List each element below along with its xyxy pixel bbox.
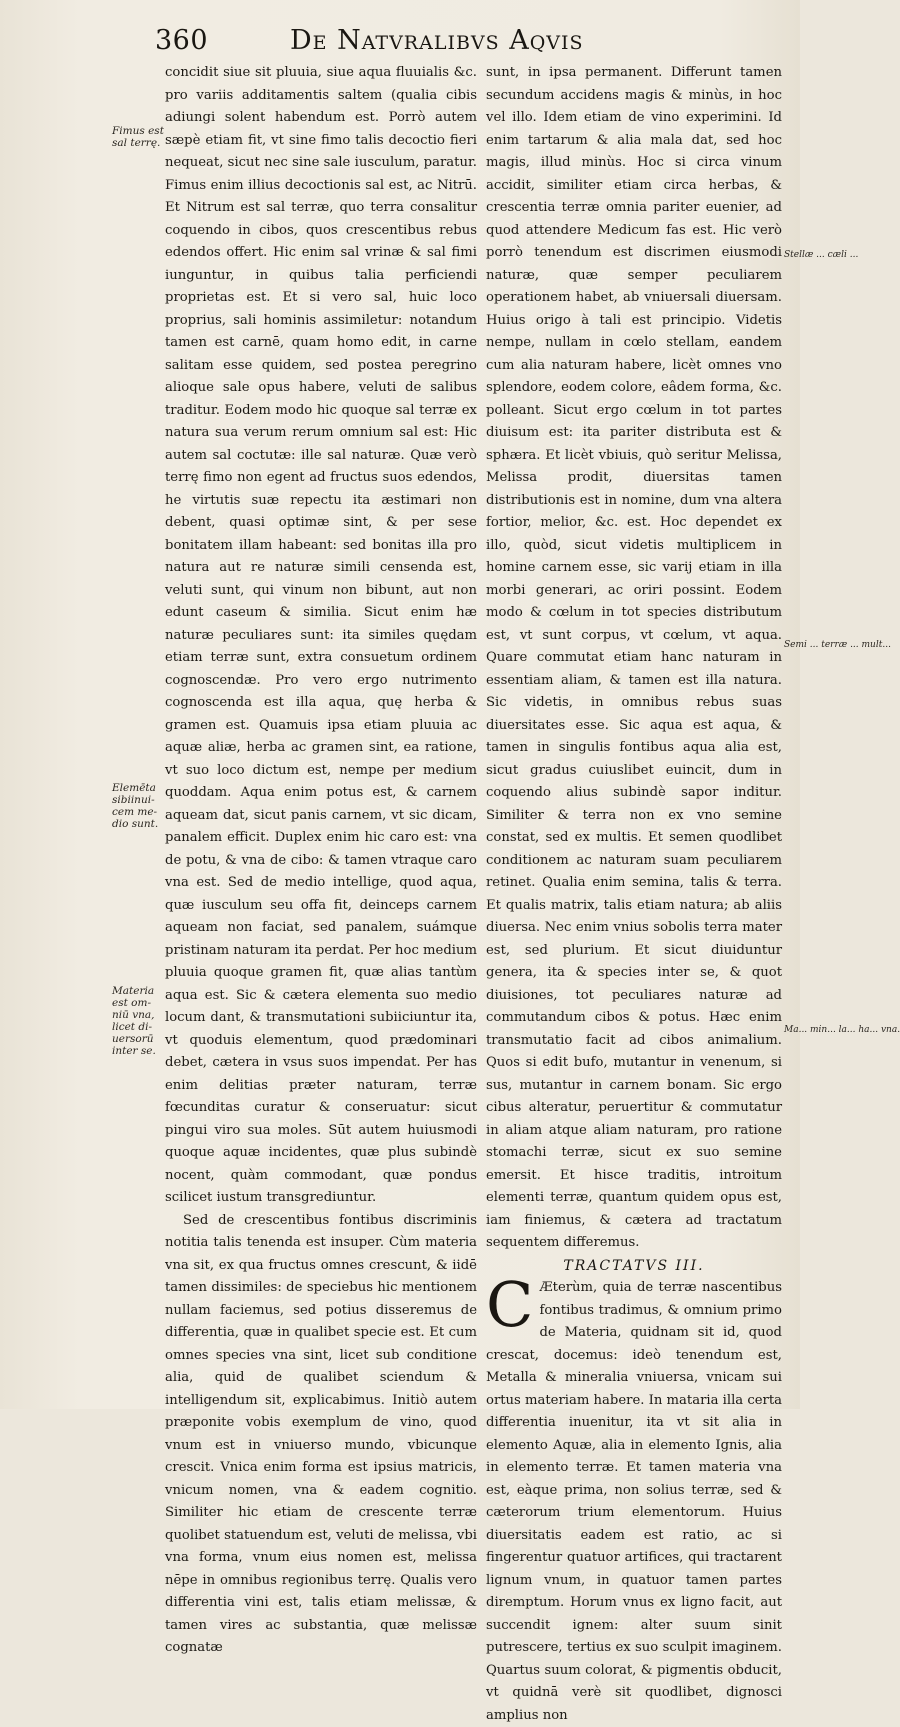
body-paragraph: sunt, in ipsa permanent. Differunt tamen secundum accidens magis & minùs, in hoc vel illo. Idem etiam de vino experimini. Id enim tartarum & alia mala dat, sed hoc magis, illud minùs. Hoc si circa vinum accidit, similiter etiam circa herbas, & crescentia terræ omnia pariter euenier, ad quod attendere Medicum fas est. Hic verò porrò tenendum est discrimen eiusmodi naturæ, quæ semper peculiarem operationem habet, ab vniuersali diuersam. Huius origo à tali est principio. Videtis nempe, nullam in cœlo stellam, eandem cum alia naturam habere, licèt omnes vno splendore, eodem colore, eâdem forma, &c. polleant. Sicut ergo cœlum in tot partes diuisum est: ita pariter distributa est & sphæra. Et licèt vbiuis, quò seritur Melissa, Melissa prodit, diuersitas tamen distributionis est in nomine, dum vna altera fortior, melior, &c. est. Hoc dependet ex illo, quòd, sicut videtis multiplicem in homine carnem esse, sic varij etiam in illa morbi generari, ac oriri possint. Eodem modo & cœlum in tot species distributum est, vt sunt corpus, vt cœlum, vt aqua. Quare commutat etiam hanc naturam in essentiam aliam, & tamen est illa natura. Sic videtis, in omnibus rebus suas diuersitates esse. Sic aqua est aqua, & tamen in singulis fontibus aqua alia est, sicut gradus cuiuslibet euincit, dum in coquendo alius subindè sapor inditur. Similiter & terra non ex vno semine constat, sed ex multis. Et semen quodlibet conditionem ac naturam suam peculiarem retinet. Qualia enim semina, talis & terra. Et qualis matrix, talis etiam natura; ab aliis diuersa. Nec enim vnius sobolis terra mater est, sed plurium. Et sicut diuiduntur genera, ita & species inter se, & quot diuisiones, tot peculiares naturæ ad commutandum cibos & potus. Hæc enim transmutatio facit ad cibos animalium. Quos si edit bufo, mutantur in venenum, si sus, mutantur in carnem bonam. Sic ergo cibus alteratur, peruertitur & commutatur in aliam atque aliam naturam, pro ratione stomachi terræ, sicut ex suo semine emersit. Et hisce traditis, introitum elementi terræ, quantum quidem opus est, iam finiemus, & cætera ad tractatum sequentem differemus.	[486, 65, 782, 1250]
marginal-note-materia-right: Ma... min... la... ha... vna.	[784, 1025, 900, 1035]
page-number: 360	[155, 25, 209, 56]
body-paragraph: concidit siue sit pluuia, siue aqua fluuialis &c. pro variis additamentis saltem (qualia cibis adiungi solent habendum est. Porrò autem sæpè etiam fit, vt sine fimo talis decoctio fieri nequeat, sicut nec sine sale iusculum, paratur. Fimus enim illius decoctionis sal est, ac Nitrū. Et Nitrum est sal terræ, quo terra consalitur coquendo in cibos, quos crescentibus rebus edendos offert. Hic enim sal vrinæ & sal fimi iunguntur, in quibus talia perficiendi proprietas est. Et si vero sal, huic loco proprius, sali hominis assimiletur: notandum tamen est carnē, quam homo edit, in carne salitam esse quidem, sed postea peregrino alioque sale opus habere, veluti de salibus traditur. Eodem modo hic quoque sal terræ ex natura sua verum rerum omnium sal est: Hic autem sal coctutæ: ille sal naturæ. Quæ verò terrę fimo non egent ad fructus suos edendos, he virtutis suæ repectu ita æstimari non debent, quasi optimæ sint, & per sese bonitatem illam habeant: sed bonitas illa pro natura aut re naturæ simili censenda est, veluti sunt, qui vinum non bibunt, aut non edunt caseum & similia. Sicut enim hæ naturæ peculiares sunt: ita similes quędam etiam terræ sunt, extra consuetum ordinem cognoscendæ. Pro vero ergo nutrimento cognoscenda est illa aqua, quę herba & gramen est. Quamuis ipsa etiam pluuia ac aquæ aliæ, herba ac gramen sint, ea ratione, vt suo loco dictum est, nempe per medium quoddam. Aqua enim potus est, & carnem aqueam dat, sicut panis carnem, vt sic dicam, panalem efficit. Duplex enim hic caro est: vna de potu, & vna de cibo: & tamen vtraque caro vna est. Sed de medio intellige, quod aqua, quæ iusculum seu offa fit, deinceps carnem aqueam non faciat, sed panalem, suámque pristinam naturam ita perdat. Per hoc medium pluuia quoque gramen fit, quæ alias tantùm aqua est. Sic & cætera elementa suo medio locum dant, & transmutationi subiiciuntur ita, vt quoduis elementum, quod prædominari debet, cætera in vsus suos impendat. Per has enim delitias præter naturam, terræ fœcunditas curatur & conseruatur: sicut pingui viro sua moles. Sūt autem huiusmodi quoque aquæ incidentes, quæ plus subindè nocent, quàm commodant, quæ pondus scilicet iustum transgrediuntur.	[165, 65, 477, 1205]
drop-capital: C	[486, 1268, 534, 1341]
marginal-note-fimus: Fimus est sal terrę.	[112, 125, 164, 149]
marginal-note-stellae: Stellæ ... cæli ...	[784, 250, 859, 260]
right-text-column	[486, 62, 783, 1723]
running-title: De Natvralibvs Aqvis	[290, 25, 584, 56]
left-text-column	[165, 62, 477, 1655]
marginal-note-elementa: Elemēta sibiinui- cem me- dio sunt.	[112, 782, 159, 830]
tractatus-opening	[486, 1268, 783, 1727]
marginal-note-semina: Semi ... terræ ... mult...	[784, 640, 891, 650]
tractatus-heading: TRACTATVS III.	[563, 1257, 705, 1274]
tractatus-text: Æterùm, quia de terræ nascentibus fontibus tradimus, & omnium primo de Materia, quidnam sit id, quod crescat, docemus: ideò tenendum est, Metalla & mineralia vniuersa, vnicam sui ortus materiam habere. In mataria illa certa differentia inuenitur, ita vt sit alia in elemento Aquæ, alia in elemento Ignis, alia in elemento terræ. Et tamen materia vna est, eàque prima, non solius terræ, sed & cæterorum trium elementorum. Huius diuersitatis eadem est ratio, ac si fingerentur quatuor artifices, qui tractarent lignum vnum, in quatuor tamen partes diremptum. Horum vnus ex ligno facit, aut succendit ignem: alter suum sinit putrescere, tertius ex suo sculpit imaginem. Quartus suum colorat, & pigmentis obducit, vt quidnā verè sit quodlibet, dignosci amplius non	[486, 1280, 783, 1723]
body-paragraph: Sed de crescentibus fontibus discriminis notitia talis tenenda est insuper. Cùm materia vna sit, ex qua fructus omnes crescunt, & iidē tamen dissimiles: de speciebus hic mentionem nullam faciemus, sed potius disseremus de differentia, quæ in qualibet specie est. Et cum omnes species vna sint, licet sub conditione alia, quid de qualibet sciendum & intelligendum sit, explicabimus. Initiò autem præponite vobis exemplum de vino, quod vnum est in vniuerso mundo, vbicunque crescit. Vnica enim forma est ipsius matricis, vnicum nomen, vna & eadem cognitio. Similiter hic etiam de crescente terræ quolibet statuendum est, veluti de melissa, vbi vna forma, vnum eius nomen est, melissa nēpe in omnibus regionibus terrę. Qualis vero differentia vini est, talis etiam melissæ, & tamen vires ac substantia, quæ melissæ cognatæ	[165, 1212, 477, 1655]
marginal-note-materia: Materia est om- niū vna, licet di- uersorū inter se.	[112, 985, 156, 1057]
